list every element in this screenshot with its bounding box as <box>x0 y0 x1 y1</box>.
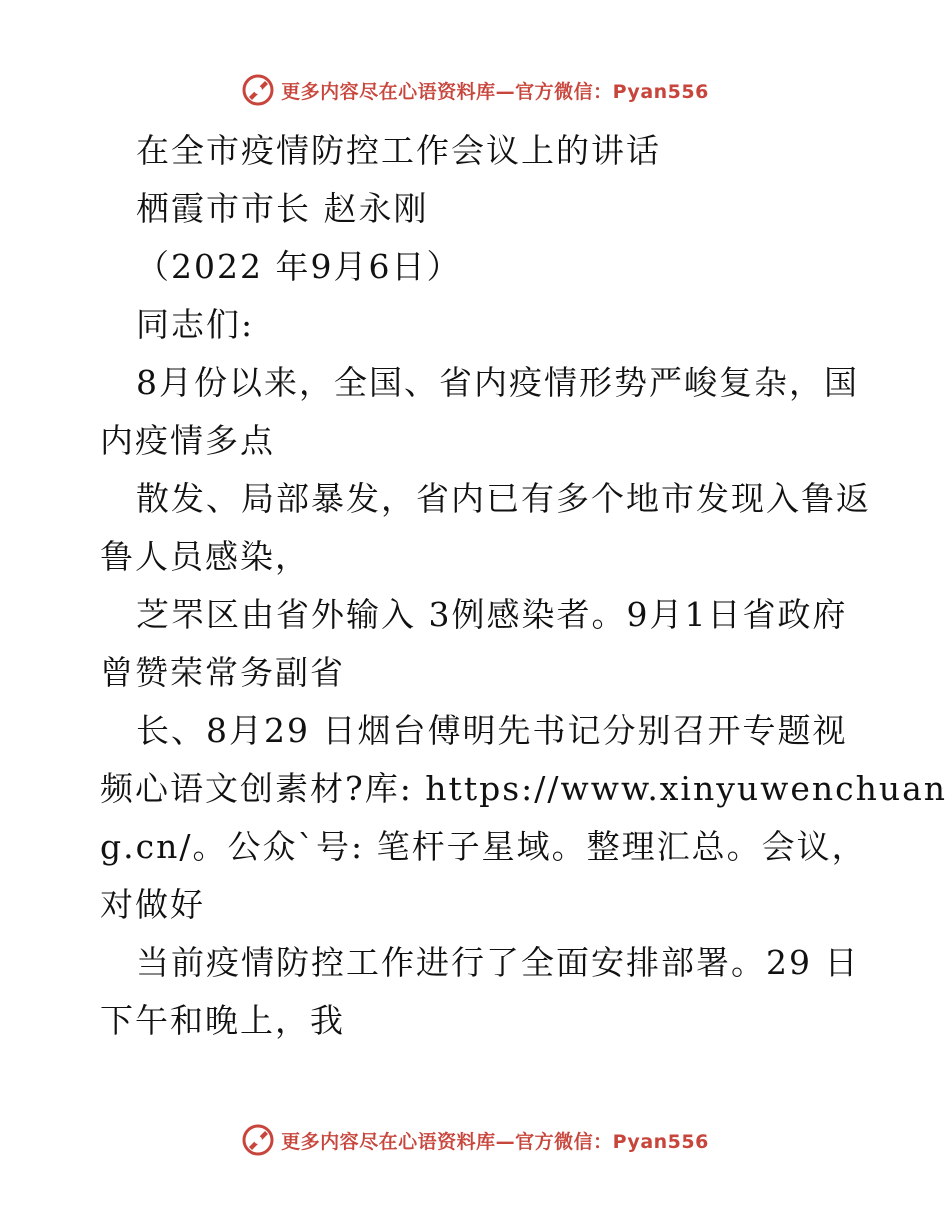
pen-logo-icon <box>241 1123 275 1157</box>
watermark-text: 更多内容尽在心语资料库—官方微信：Pyan556 <box>281 80 709 103</box>
doc-salutation: 同志们: <box>136 305 255 344</box>
watermark-text: 更多内容尽在心语资料库—官方微信：Pyan556 <box>281 1130 709 1153</box>
paragraph-line: 当前疫情防控工作进行了全面安排部署。29 日 <box>136 943 860 982</box>
paragraph-line: 鲁人员感染， <box>100 537 310 576</box>
watermark-footer <box>0 1120 950 1160</box>
paragraph-line: 下午和晚上，我 <box>100 1001 345 1040</box>
paragraph-line: 芝罘区由省外输入 3例感染者。9月1日省政府 <box>136 595 848 634</box>
pen-logo-icon <box>241 73 275 107</box>
paragraph-line: 长、8月29 日烟台傅明先书记分别召开专题视 <box>136 711 848 750</box>
paragraph-line: 散发、局部暴发，省内已有多个地市发现入鲁返 <box>136 479 871 518</box>
paragraph-line: 频心语文创素材?库: https://www.xinyuwenchuan <box>100 769 948 808</box>
paragraph-line: 8月份以来，全国、省内疫情形势严峻复杂，国 <box>136 363 859 402</box>
doc-author: 栖霞市市长 赵永刚 <box>136 189 429 228</box>
doc-title: 在全市疫情防控工作会议上的讲话 <box>136 131 661 170</box>
paragraph-line: g.cn/。公众`号: 笔杆子星域。整理汇总。会议， <box>100 827 867 866</box>
doc-date: （2022 年9月6日） <box>136 247 462 286</box>
watermark-header <box>0 70 950 110</box>
paragraph-line: 对做好 <box>100 885 205 924</box>
paragraph-line: 内疫情多点 <box>100 421 275 460</box>
document-body <box>100 122 948 1050</box>
paragraph-line: 曾赞荣常务副省 <box>100 653 345 692</box>
